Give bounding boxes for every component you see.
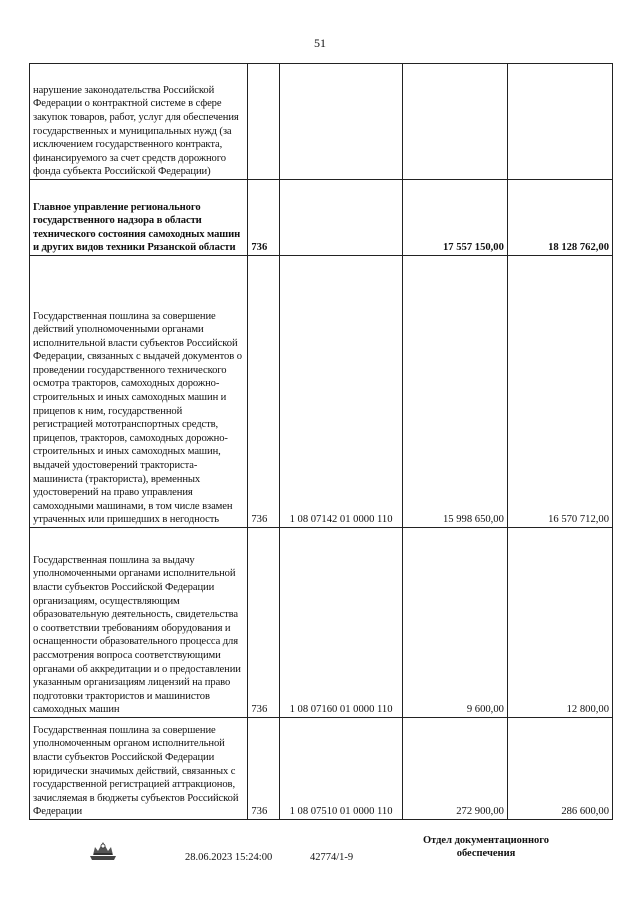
table-row xyxy=(30,718,613,820)
row-amount-year1: 272 900,00 xyxy=(402,718,507,820)
row-amount-year2: 16 570 712,00 xyxy=(507,256,612,528)
table-row xyxy=(30,528,613,718)
page-number: 51 xyxy=(314,36,326,50)
row-classification-code xyxy=(280,64,403,180)
emblem-logo xyxy=(86,836,120,862)
row-classification-code: 1 08 07142 01 0000 110 xyxy=(280,256,403,528)
row-name: Государственная пошлина за выдачу уполномоченными органами исполнительной власти субъектов Российской Федерации организациям, осуществляющим образовательную деятельность, свидетельства о соответствии требованиям оборудования и оснащенности образовательного процесса для рассмотрения вопроса соответствующими органами об аккредитации и о предоставлении указанным организациям лицензий на право подготовки трактористов и машинистов самоходных машин xyxy=(30,528,248,718)
footer-department: Отдел документационного обеспечения xyxy=(422,835,550,859)
row-amount-year1: 17 557 150,00 xyxy=(402,180,507,256)
row-name: Главное управление регионального государственного надзора в области технического состояния самоходных машин и других видов техники Рязанской области xyxy=(30,180,248,256)
row-amount-year1: 9 600,00 xyxy=(402,528,507,718)
row-classification-code: 1 08 07510 01 0000 110 xyxy=(280,718,403,820)
row-amount-year2: 286 600,00 xyxy=(507,718,612,820)
row-admin-code: 736 xyxy=(248,718,280,820)
table-row xyxy=(30,180,613,256)
row-classification-code: 1 08 07160 01 0000 110 xyxy=(280,528,403,718)
row-admin-code xyxy=(248,64,280,180)
row-classification-code xyxy=(280,180,403,256)
table-row xyxy=(30,256,613,528)
row-amount-year1 xyxy=(402,64,507,180)
row-name: Государственная пошлина за совершение действий уполномоченными органами исполнительной власти субъектов Российской Федерации, связанных с выдачей документов о проведении государственного технического осмотра тракторов, самоходных дорожно-строительных и иных самоходных машин и прицепов к ним, государственной регистрацией мототранспортных средств, прицепов, тракторов, самоходных дорожно-строительных и иных самоходных машин, выдачей удостоверений тракториста-машиниста (тракториста), временных удостоверений на право управления самоходными машинами, в том числе взамен утраченных или пришедших в негодность xyxy=(30,256,248,528)
row-amount-year2: 12 800,00 xyxy=(507,528,612,718)
row-name: Государственная пошлина за совершение уполномоченным органом исполнительной власти субъектов Российской Федерации юридически значимых действий, связанных с государственной регистрацией аттракционов, зачисляемая в бюджеты субъектов Российской Федерации xyxy=(30,718,248,820)
row-amount-year2: 18 128 762,00 xyxy=(507,180,612,256)
row-admin-code: 736 xyxy=(248,528,280,718)
row-amount-year1: 15 998 650,00 xyxy=(402,256,507,528)
table-row xyxy=(30,64,613,180)
footer-doc-number: 42774/1-9 xyxy=(310,852,354,863)
revenue-table xyxy=(29,63,613,820)
row-name: нарушение законодательства Российской Федерации о контрактной системе в сфере закупок товаров, работ, услуг для обеспечения государственных и муниципальных нужд (за исключением государственного контракта, финансируемого за счет средств дорожного фонда субъекта Российской Федерации) xyxy=(30,64,248,180)
row-admin-code: 736 xyxy=(248,256,280,528)
footer-datetime: 28.06.2023 15:24:00 xyxy=(185,852,273,863)
row-admin-code: 736 xyxy=(248,180,280,256)
row-amount-year2 xyxy=(507,64,612,180)
